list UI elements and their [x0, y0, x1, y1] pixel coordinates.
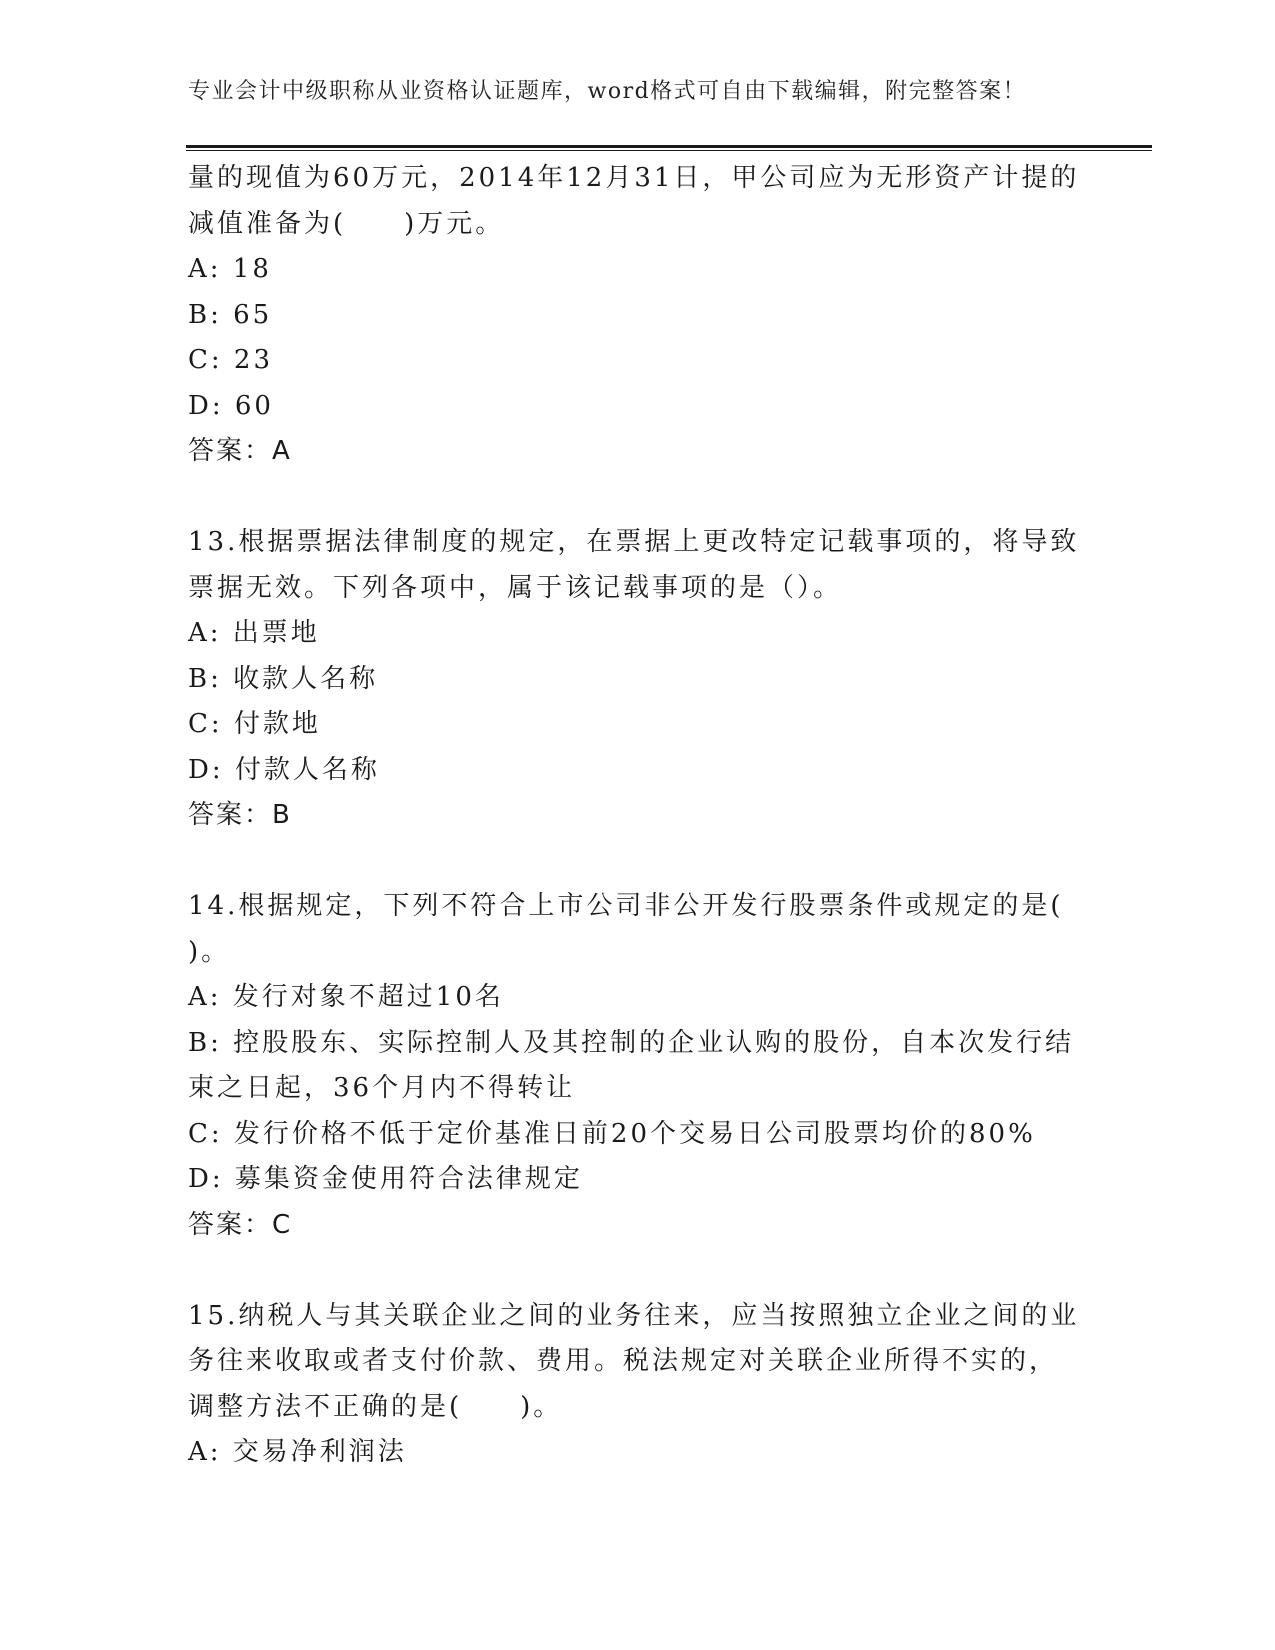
question-text-line: 13.根据票据法律制度的规定，在票据上更改特定记载事项的，将导致 [188, 527, 1080, 557]
document-body [188, 156, 1088, 1476]
answer: 答案：A [188, 436, 292, 466]
question-text-line: 票据无效。下列各项中，属于该记载事项的是（）。 [188, 572, 843, 603]
option-c: C: 23 [188, 345, 274, 375]
option-a: A: 交易净利润法 [188, 1437, 407, 1467]
question-12 [188, 156, 1088, 475]
question-15 [188, 1294, 1088, 1476]
question-text-line: )。 [188, 936, 231, 967]
question-text-line: 调整方法不正确的是( )。 [188, 1391, 563, 1422]
header-rule-thick [186, 145, 1152, 148]
option-c: C: 付款地 [188, 709, 321, 739]
option-a: A: 出票地 [188, 618, 320, 648]
option-d: D: 付款人名称 [188, 754, 380, 785]
spacer [188, 1248, 1088, 1294]
question-text-line: 量的现值为60万元，2014年12月31日，甲公司应为无形资产计提的 [188, 163, 1080, 193]
spacer [188, 839, 1088, 885]
question-text-line: 14.根据规定，下列不符合上市公司非公开发行股票条件或规定的是( [188, 891, 1064, 921]
question-text-line: 务往来收取或者支付价款、费用。税法规定对关联企业所得不实的， [188, 1346, 1059, 1376]
header-rule-thin [186, 150, 1152, 151]
question-text-line: 减值准备为( )万元。 [188, 208, 505, 239]
option-b: B: 控股股东、实际控制人及其控制的企业认购的股份，自本次发行结 [188, 1027, 1075, 1058]
question-13 [188, 520, 1088, 839]
option-b-continued: 束之日起，36个月内不得转让 [188, 1073, 576, 1103]
option-c: C: 发行价格不低于定价基准日前20个交易日公司股票均价的80% [188, 1118, 1036, 1149]
option-a: A: 18 [188, 254, 272, 284]
answer: 答案：B [188, 800, 292, 830]
option-d: D: 60 [188, 390, 274, 421]
question-text-line: 15.纳税人与其关联企业之间的业务往来，应当按照独立企业之间的业 [188, 1300, 1080, 1331]
option-d: D: 募集资金使用符合法律规定 [188, 1164, 583, 1194]
question-14 [188, 884, 1088, 1248]
option-b: B: 收款人名称 [188, 663, 379, 694]
answer: 答案：C [188, 1209, 293, 1240]
page-header: 专业会计中级职称从业资格认证题库，word格式可自由下载编辑，附完整答案！ [188, 79, 1027, 104]
option-b: B: 65 [188, 299, 273, 330]
spacer [188, 475, 1088, 521]
option-a: A: 发行对象不超过10名 [188, 982, 504, 1012]
